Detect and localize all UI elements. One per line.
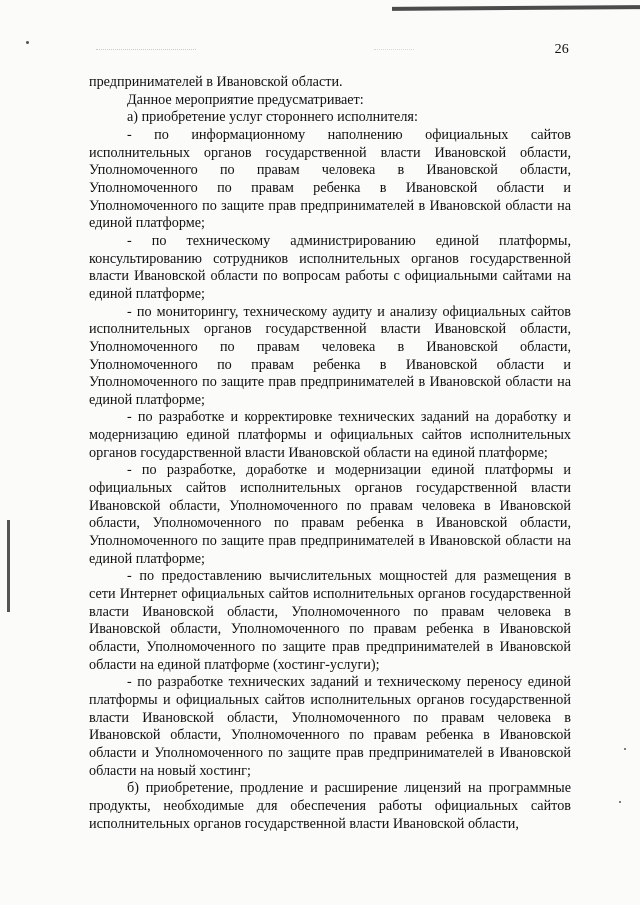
paragraph: предпринимателей в Ивановской области. — [89, 74, 343, 90]
scan-speck — [619, 801, 621, 803]
paragraph: а) приобретение услуг стороннего исполнителя: — [127, 109, 418, 126]
page-number: 26 — [554, 42, 569, 57]
scan-noise — [96, 49, 196, 51]
paragraph: - по техническому администрированию единой платформы, консультированию сотрудников исполнительных органов государственной власти Ивановской области по вопросам работы с официальными сайтами на единой платформе; — [89, 232, 571, 302]
scan-edge-left — [7, 520, 10, 612]
scan-speck — [624, 748, 626, 750]
paragraph: - по разработке, доработке и модернизации единой платформы и официальных сайтов исполнительных органов государственной власти Ивановской области, Уполномоченного по правам человека в Ивановской области, Уполномоченного по правам ребенка в Ивановской области, Уполномоченного по защите прав предпринимателей в Ивановской области на единой платформе; — [89, 462, 571, 567]
paragraph: Данное мероприятие предусматривает: — [127, 91, 364, 108]
document-body — [89, 74, 571, 833]
scan-noise — [374, 49, 414, 51]
scan-speck — [26, 41, 29, 44]
paragraph: б) приобретение, продление и расширение лицензий на программные продукты, необходимые для обеспечения работы официальных сайтов исполнительных органов государственной власти Ивановской области, — [89, 780, 571, 832]
paragraph: - по информационному наполнению официальных сайтов исполнительных органов государственной власти Ивановской области, Уполномоченного по правам человека в Ивановской области, Уполномоченного по правам ребенка в Ивановской области и Уполномоченного по защите прав предпринимателей в Ивановской области на единой платформе; — [89, 126, 571, 232]
scan-edge-top — [392, 5, 640, 11]
paragraph: - по предоставлению вычислительных мощностей для размещения в сети Интернет официальных сайтов исполнительных органов государственной власти Ивановской области, Уполномоченного по правам человека в Ивановской области, Уполномоченного по правам ребенка в Ивановской области, Уполномоченного по защите прав предпринимателей в Ивановской области на единой платформе (хостинг-услуги); — [89, 568, 571, 673]
paragraph: - по разработке технических заданий и техническому переносу единой платформы и официальных сайтов исполнительных органов государственной власти Ивановской области, Уполномоченного по правам человека в Ивановской области, Уполномоченного по правам ребенка в Ивановской области и Уполномоченного по защите прав предпринимателей в Ивановской области на новый хостинг; — [89, 674, 571, 779]
paragraph: - по разработке и корректировке технических заданий на доработку и модернизацию единой платформы и официальных сайтов исполнительных органов государственной власти Ивановской области на единой платформе; — [89, 409, 571, 461]
paragraph: - по мониторингу, техническому аудиту и анализу официальных сайтов исполнительных органов государственной власти Ивановской области, Уполномоченного по правам человека в Ивановской области, Уполномоченного по правам ребенка в Ивановской области и Уполномоченного по защите прав предпринимателей в Ивановской области на единой платформе; — [89, 303, 571, 408]
